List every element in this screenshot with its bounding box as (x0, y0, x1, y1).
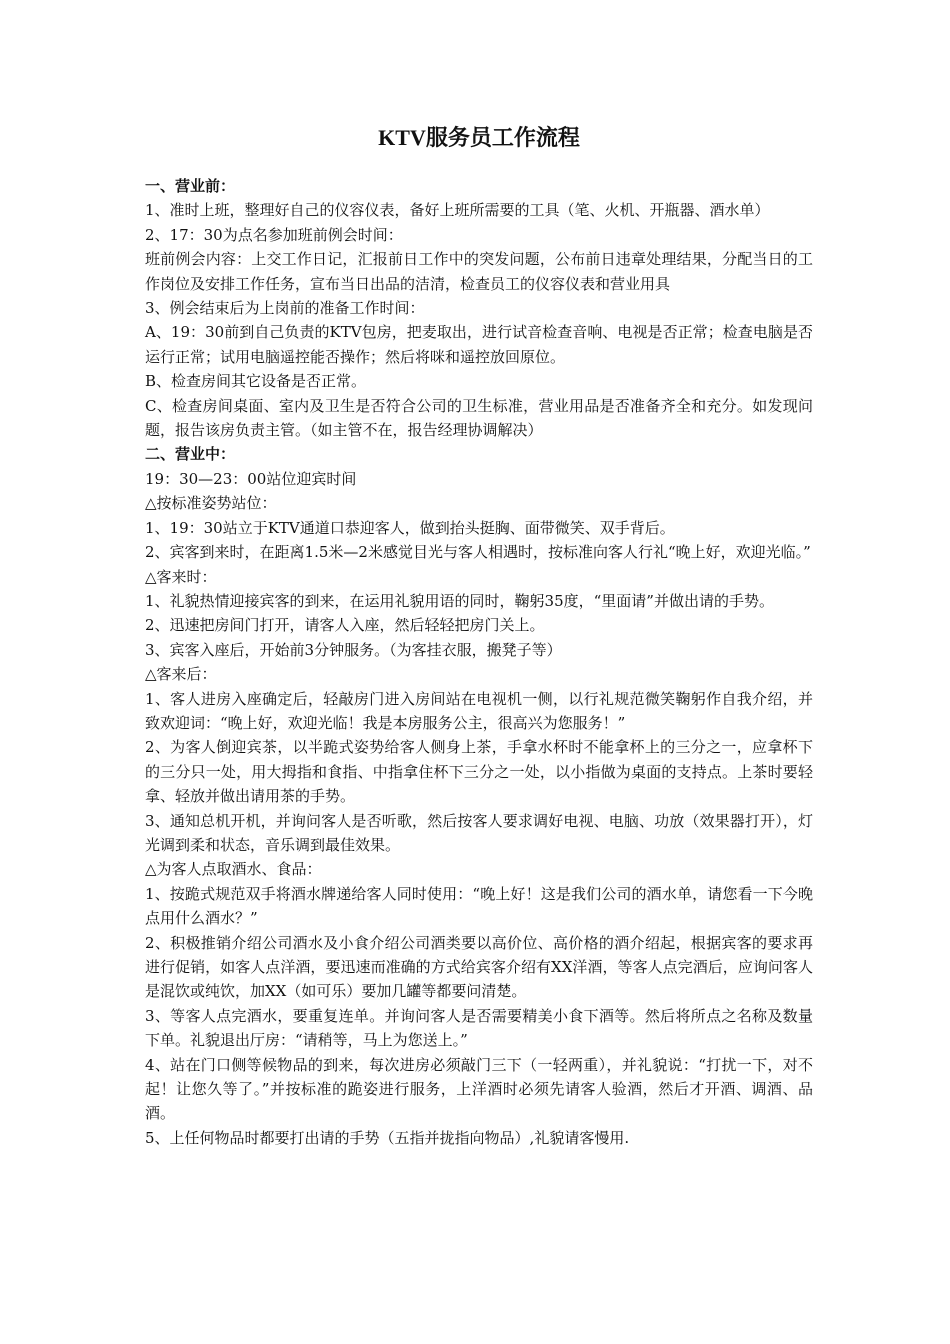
paragraph: 1、准时上班，整理好自己的仪容仪表，备好上班所需要的工具（笔、火机、开瓶器、酒水单） (145, 201, 770, 220)
paragraph: 3、宾客入座后，开始前3分钟服务。（为客挂衣服，搬凳子等） (145, 640, 562, 659)
paragraph: 2、17：30为点名参加班前例会时间： (145, 225, 403, 244)
subheading: △客来时： (145, 567, 217, 586)
paragraph: B、检查房间其它设备是否正常。 (145, 372, 367, 391)
subheading: △为客人点取酒水、食品： (145, 860, 322, 879)
paragraph: A、19：30前到自己负责的KTV包房，把麦取出，进行试音检查音响、电视是否正常；检查电脑是否运行正常；试用电脑遥控能否操作；然后将咪和遥控放回原位。 (145, 323, 813, 366)
paragraph: C、检查房间桌面、室内及卫生是否符合公司的卫生标准，营业用品是否准备齐全和充分。如发现问题，报告该房负责主管。（如主管不在，报告经理协调解决） (145, 396, 813, 440)
paragraph: 3、通知总机开机，并询问客人是否听歌，然后按客人要求调好电视、电脑、功放（效果器打开），灯光调到柔和状态，音乐调到最佳效果。 (145, 811, 813, 854)
paragraph: 2、迅速把房间门打开，请客人入座，然后轻轻把房门关上。 (145, 616, 545, 635)
subheading: △客来后： (145, 665, 217, 684)
subheading: △按标准姿势站位： (145, 494, 277, 513)
paragraph: 1、礼貌热情迎接宾客的到来，在运用礼貌用语的同时，鞠躬35度，“里面请”并做出请的手势。 (145, 591, 774, 610)
section-heading: 一、营业前： (145, 177, 236, 195)
paragraph: 5、上任何物品时都要打出请的手势（五指并拢指向物品）,礼貌请客慢用. (145, 1128, 630, 1147)
document-page (145, 124, 813, 1150)
paragraph: 4、站在门口侧等候物品的到来，每次进房必须敲门三下（一轻两重），并礼貌说：“打扰一下，对不起！让您久等了。”并按标准的跪姿进行服务，上洋酒时必须先请客人验酒，然后才开酒、调酒、品酒。 (145, 1055, 813, 1123)
document-title: KTV服务员工作流程 (378, 125, 580, 150)
paragraph: 1、客人进房入座确定后，轻敲房门进入房间站在电视机一侧，以行礼规范微笑鞠躬作自我介绍，并致欢迎词：“晚上好，欢迎光临！我是本房服务公主，很高兴为您服务！” (145, 689, 813, 732)
paragraph: 3、例会结束后为上岗前的准备工作时间： (145, 299, 425, 318)
paragraph: 1、按跪式规范双手将酒水牌递给客人同时使用：“晚上好！这是我们公司的酒水单，请您看一下今晚点用什么酒水？” (145, 884, 813, 928)
paragraph: 19：30—23：00站位迎宾时间 (145, 469, 357, 488)
paragraph: 2、为客人倒迎宾茶，以半跪式姿势给客人侧身上茶，手拿水杯时不能拿杯上的三分之一，应拿杯下的三分只一处，用大拇指和食指、中指拿住杯下三分之一处，以小指做为桌面的支持点。上茶时要轻拿、轻放并做出请用茶的手势。 (145, 738, 813, 806)
paragraph: 2、宾客到来时，在距离1.5米—2米感觉目光与客人相遇时，按标准向客人行礼“晚上好，欢迎光临。” (145, 543, 811, 562)
section-heading: 二、营业中： (145, 445, 236, 464)
paragraph: 3、等客人点完酒水，要重复连单。并询问客人是否需要精美小食下酒等。然后将所点之名称及数量下单。礼貌退出厅房：“请稍等，马上为您送上。” (145, 1006, 813, 1050)
paragraph: 班前例会内容：上交工作日记，汇报前日工作中的突发问题，公布前日违章处理结果，分配当日的工作岗位及安排工作任务，宣布当日出品的洁清，检查员工的仪容仪表和营业用具 (145, 250, 813, 293)
paragraph: 2、积极推销介绍公司酒水及小食介绍公司酒类要以高价位、高价格的酒介绍起，根据宾客的要求再进行促销，如客人点洋酒，要迅速而准确的方式给宾客介绍有XX洋酒，等客人点完酒后，应询问客人是混饮或纯饮，加XX（如可乐）要加几罐等都要问清楚。 (145, 933, 813, 1001)
paragraph: 1、19：30站立于KTV通道口恭迎客人，做到抬头挺胸、面带微笑、双手背后。 (145, 518, 675, 537)
